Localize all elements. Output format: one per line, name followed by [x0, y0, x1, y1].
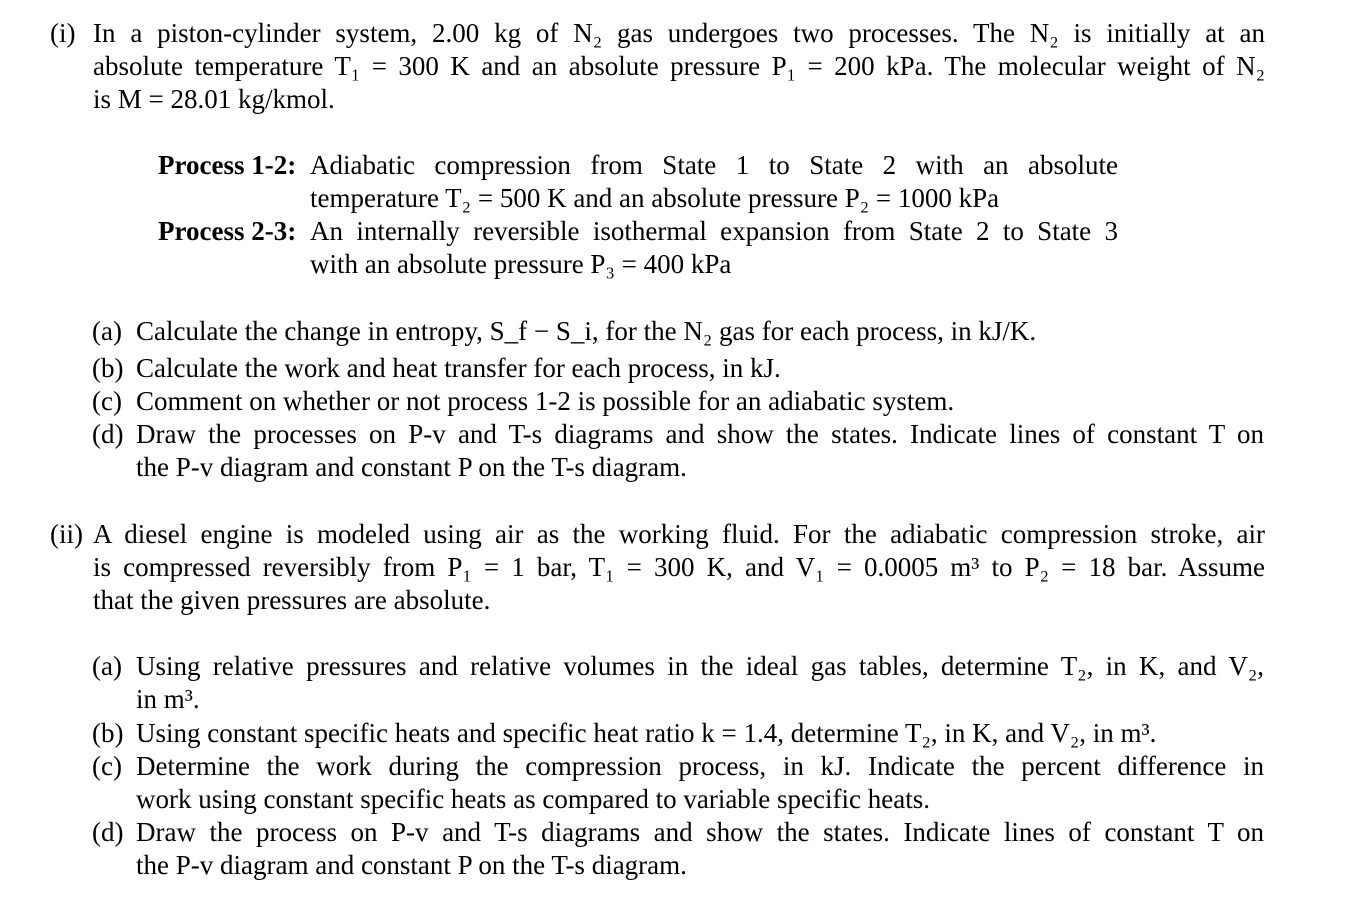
- question-label: (a): [92, 316, 122, 346]
- part-ii-question-b: [92, 717, 1264, 750]
- part-ii: [50, 518, 1265, 617]
- question-label: (d): [92, 419, 124, 449]
- question-text: Calculate the change in entropy, S_f − S_i, for the N₂ gas for each process, in kJ/K.: [136, 316, 1037, 346]
- part-i-question-d: [92, 418, 1264, 484]
- process-1-2-text: [310, 149, 1118, 215]
- question-text-line-2: in m³.: [136, 684, 200, 714]
- process-1-2-label: Process 1-2:: [158, 150, 297, 180]
- part-ii-text: [93, 518, 1265, 617]
- part-ii-label: (ii): [50, 519, 83, 549]
- question-label: (d): [92, 817, 124, 847]
- question-label: (a): [92, 651, 122, 681]
- process-1-2-line-1: Adiabatic compression from State 1 to State 2 with an absolute: [310, 150, 1118, 180]
- question-text-line-1: Draw the process on P-v and T-s diagrams and show the states. Indicate lines of constant T on: [136, 817, 1264, 847]
- process-1-2-line-2: temperature T₂ = 500 K and an absolute pressure P₂ = 1000 kPa: [310, 183, 1000, 213]
- part-ii-question-c: [92, 750, 1264, 816]
- process-2-3-text: [310, 215, 1118, 281]
- part-ii-question-a: [92, 650, 1264, 716]
- question-label: (b): [92, 718, 124, 748]
- part-i-line-1: In a piston-cylinder system, 2.00 kg of N₂ gas undergoes two processes. The N₂ is initially at an: [93, 18, 1265, 48]
- part-i-line-2: absolute temperature T₁ = 300 K and an absolute pressure P₁ = 200 kPa. The molecular weight of N₂: [93, 51, 1265, 81]
- part-ii-line-1: A diesel engine is modeled using air as the working fluid. For the adiabatic compression stroke, air: [93, 519, 1265, 549]
- part-ii-line-2: is compressed reversibly from P₁ = 1 bar, T₁ = 300 K, and V₁ = 0.0005 m³ to P₂ = 18 bar. Assume: [93, 552, 1265, 582]
- question-text-line-1: Draw the processes on P-v and T-s diagrams and show the states. Indicate lines of constant T on: [136, 419, 1264, 449]
- part-ii-question-d: [92, 816, 1264, 882]
- question-label: (c): [92, 751, 122, 781]
- process-2-3-line-2: with an absolute pressure P₃ = 400 kPa: [310, 249, 732, 279]
- question-text: Calculate the work and heat transfer for each process, in kJ.: [136, 353, 781, 383]
- part-i-question-c: [92, 385, 1264, 418]
- question-text-line-1: Determine the work during the compression process, in kJ. Indicate the percent difference in: [136, 751, 1264, 781]
- process-2-3-label: Process 2-3:: [158, 216, 297, 246]
- question-text-line-1: Using relative pressures and relative volumes in the ideal gas tables, determine T₂, in K, and V₂,: [136, 651, 1264, 681]
- question-text: Using constant specific heats and specific heat ratio k = 1.4, determine T₂, in K, and V₂, in m³.: [136, 718, 1157, 748]
- question-text-line-2: the P-v diagram and constant P on the T-s diagram.: [136, 452, 687, 482]
- process-2-3: [158, 215, 1118, 281]
- question-text-line-2: work using constant specific heats as compared to variable specific heats.: [136, 784, 930, 814]
- question-text-line-2: the P-v diagram and constant P on the T-s diagram.: [136, 850, 687, 880]
- part-i-line-3: is M = 28.01 kg/kmol.: [93, 84, 335, 114]
- part-i-label: (i): [50, 18, 76, 48]
- part-i-question-b: [92, 352, 1264, 385]
- question-text: Comment on whether or not process 1-2 is possible for an adiabatic system.: [136, 386, 955, 416]
- process-1-2: [158, 149, 1118, 215]
- part-ii-line-3: that the given pressures are absolute.: [93, 585, 491, 615]
- part-i-question-a: [92, 315, 1264, 348]
- part-i: [50, 17, 1265, 116]
- process-2-3-line-1: An internally reversible isothermal expansion from State 2 to State 3: [310, 216, 1118, 246]
- question-label: (b): [92, 353, 124, 383]
- question-label: (c): [92, 386, 122, 416]
- part-i-text: [93, 17, 1265, 116]
